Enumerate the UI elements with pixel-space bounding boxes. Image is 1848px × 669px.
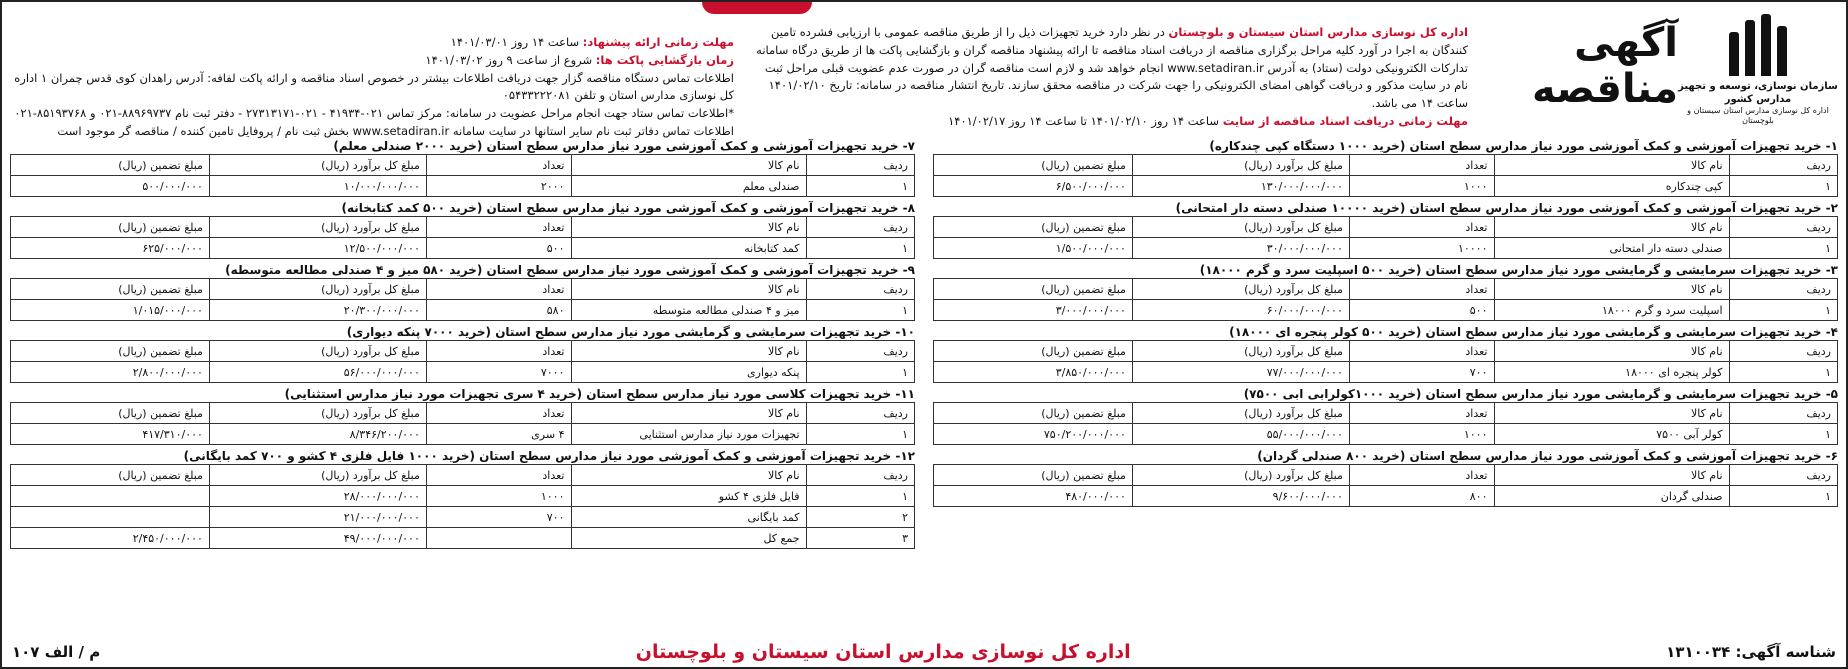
cell-gua [11,507,210,528]
cell-gua: ۶۲۵/۰۰۰/۰۰۰ [11,238,210,259]
table-row [934,238,1838,259]
cell-qty: ۱۰۰۰۰ [1349,238,1494,259]
cell-name: اسپلیت سرد و گرم ۱۸۰۰۰ [1494,300,1729,321]
column-header-name: نام کالا [571,217,806,238]
cell-idx: ۳ [806,528,914,549]
cell-name: میز و ۴ صندلی مطالعه متوسطه [571,300,806,321]
column-header-qty: تعداد [1349,217,1494,238]
table-row [934,176,1838,197]
cell-name: صندلی دسته دار امتحانی [1494,238,1729,259]
logo-block [1678,6,1838,127]
column-header-name: نام کالا [1494,465,1729,486]
cell-idx: ۱ [1729,176,1837,197]
column-header-gua: مبلغ تضمین (ریال) [11,279,210,300]
cell-idx: ۱ [806,362,914,383]
table-header-row [934,341,1838,362]
tender-section [10,386,915,445]
logo-org-name: سازمان نوسازی، توسعه و تجهیز مدارس کشور [1678,81,1838,105]
section-title: ۱۰- خرید تجهیزات سرمایشی و گرمایشی مورد نیاز مدارس سطح استان (خرید ۷۰۰۰ پنکه دیواری) [346,325,915,339]
column-header-est: مبلغ کل برآورد (ریال) [1132,403,1349,424]
column-header-name: نام کالا [1494,155,1729,176]
table-row [11,528,915,549]
items-table [933,340,1838,383]
cell-est: ۱۰/۰۰۰/۰۰۰/۰۰۰ [209,176,426,197]
contact-info-3: اطلاعات تماس دفاتر ثبت نام سایر استانها در سایت سامانه www.setadiran.ir بخش ثبت نام / پروفایل تامین کننده / مناقصه گر موجود است [57,124,734,139]
table-row [934,424,1838,445]
ad-serial-number: شناسه آگهی: ۱۳۱۰۰۳۴ [1666,643,1836,661]
tender-section [10,448,915,549]
column-header-name: نام کالا [1494,217,1729,238]
table-row [934,362,1838,383]
column-header-gua: مبلغ تضمین (ریال) [11,341,210,362]
items-table [933,278,1838,321]
ad-title-block [1468,6,1678,126]
column-header-qty: تعداد [426,465,571,486]
top-red-band [702,2,812,14]
opening-label: زمان بازگشایی پاکت ها: [595,52,734,67]
tender-section [10,200,915,259]
table-header-row [934,279,1838,300]
cell-qty: ۷۰۰۰ [426,362,571,383]
cell-gua: ۲/۸۰۰/۰۰۰/۰۰۰ [11,362,210,383]
table-row [11,362,915,383]
cell-idx: ۱ [1729,362,1837,383]
section-title: ۱۱- خرید تجهیزات کلاسی مورد نیاز مدارس سطح استان (خرید ۴ سری تجهیزات مورد نیاز مدارس استثنایی) [284,387,915,401]
table-header-row [11,279,915,300]
column-header-est: مبلغ کل برآورد (ریال) [209,341,426,362]
items-table [10,340,915,383]
column-header-gua: مبلغ تضمین (ریال) [11,403,210,424]
ad-code: م / الف ۱۰۷ [12,643,101,661]
cell-est: ۱۳۰/۰۰۰/۰۰۰/۰۰۰ [1132,176,1349,197]
intro-text: در نظر دارد خرید تجهیزات ذیل را از طریق مناقصه عمومی با ارزیابی فشرده تامین کنندگان به اجرا در آورد کلیه مراحل برگزاری مناقصه از دریافت اسناد مناقصه تا ارائه پیشنهاد مناقصه گران و بازگشایی پاکت ها از طریق درگاه سامانه تدارکات الکترونیکی دولت (ستاد) به آدرس www.setadiran.ir انجام خواهد شد و لازم است مناقصه گران در صورت عدم عضویت قبلی مراحل ثبت نام در سایت مذکور و دریافت گواهی امضای الکترونیکی را جهت شرکت در مناقصه محقق سازند. تاریخ انتشار مناقصه در سامانه: تاریخ ۱۴۰۱/۰۲/۱۰ ساعت ۱۴ می باشد. [756,25,1468,111]
column-header-idx: ردیف [806,341,914,362]
doc-deadline-label: مهلت زمانی دریافت اسناد مناقصه از سایت [1222,114,1468,129]
tender-section [933,386,1838,445]
column-header-qty: تعداد [426,279,571,300]
ad-footer [12,639,1836,665]
table-header-row [11,341,915,362]
section-title: ۸- خرید تجهیزات آموزشی و کمک آموزشی مورد نیاز مدارس سطح استان (خرید ۵۰۰ کمد کتابخانه) [341,201,915,215]
column-header-idx: ردیف [1729,279,1837,300]
table-header-row [934,465,1838,486]
column-header-name: نام کالا [1494,279,1729,300]
column-header-qty: تعداد [426,403,571,424]
cell-name: کولر آبی ۷۵۰۰ [1494,424,1729,445]
cell-est: ۲۰/۳۰۰/۰۰۰/۰۰۰ [209,300,426,321]
column-header-idx: ردیف [1729,341,1837,362]
cell-qty [426,528,571,549]
ad-title: آگهی مناقصه [1532,20,1678,112]
cell-idx: ۱ [806,176,914,197]
cell-idx: ۲ [806,507,914,528]
cell-est: ۳۰/۰۰۰/۰۰۰/۰۰۰ [1132,238,1349,259]
section-title: ۵- خرید تجهیزات سرمایشی و گرمایشی مورد نیاز مدارس سطح استان (خرید ۱۰۰۰کولرابی ابی ۷۵۰۰) [1243,387,1838,401]
column-header-name: نام کالا [1494,341,1729,362]
table-row [934,486,1838,507]
cell-est: ۵۶/۰۰۰/۰۰۰/۰۰۰ [209,362,426,383]
cell-name: کمد بایگانی [571,507,806,528]
cell-qty: ۱۰۰۰ [1349,176,1494,197]
cell-qty: ۵۰۰ [1349,300,1494,321]
cell-idx: ۱ [806,238,914,259]
doc-deadline-value: ساعت ۱۴ روز ۱۴۰۱/۰۲/۱۰ تا ساعت ۱۴ روز ۱۴۰۱/۰۲/۱۷ [948,114,1220,129]
organization-logo-icon [1723,12,1793,76]
cell-name: جمع کل [571,528,806,549]
cell-gua: ۴۱۷/۳۱۰/۰۰۰ [11,424,210,445]
table-row [934,300,1838,321]
column-header-est: مبلغ کل برآورد (ریال) [209,155,426,176]
cell-gua [11,486,210,507]
column-header-gua: مبلغ تضمین (ریال) [934,279,1133,300]
cell-name: کمد کتابخانه [571,238,806,259]
cell-idx: ۱ [806,300,914,321]
sections-column-right [933,138,1838,608]
column-header-name: نام کالا [571,341,806,362]
section-title: ۱۲- خرید تجهیزات آموزشی و کمک آموزشی مورد نیاز مدارس سطح استان (خرید ۱۰۰۰ فایل فلزی ۴ کشو و ۷۰۰ کمد بایگانی) [183,449,915,463]
cell-idx: ۱ [1729,424,1837,445]
column-header-gua: مبلغ تضمین (ریال) [11,217,210,238]
items-table [933,464,1838,507]
column-header-est: مبلغ کل برآورد (ریال) [1132,465,1349,486]
column-header-idx: ردیف [1729,403,1837,424]
cell-est: ۶۰/۰۰۰/۰۰۰/۰۰۰ [1132,300,1349,321]
column-header-est: مبلغ کل برآورد (ریال) [1132,217,1349,238]
items-table [10,464,915,549]
tender-section [933,138,1838,197]
cell-qty: ۲۰۰۰ [426,176,571,197]
column-header-idx: ردیف [1729,465,1837,486]
column-header-qty: تعداد [1349,155,1494,176]
cell-gua: ۶/۵۰۰/۰۰۰/۰۰۰ [934,176,1133,197]
table-row [11,424,915,445]
deadlines-contact-block [10,6,748,141]
column-header-idx: ردیف [806,465,914,486]
table-header-row [11,217,915,238]
table-row [11,176,915,197]
table-row [11,507,915,528]
column-header-gua: مبلغ تضمین (ریال) [934,465,1133,486]
tender-section [933,200,1838,259]
cell-est: ۷۷/۰۰۰/۰۰۰/۰۰۰ [1132,362,1349,383]
cell-qty: ۸۰۰ [1349,486,1494,507]
column-header-idx: ردیف [806,217,914,238]
column-header-qty: تعداد [1349,465,1494,486]
cell-est: ۲۱/۰۰۰/۰۰۰/۰۰۰ [209,507,426,528]
tender-section [933,448,1838,507]
tender-section [10,324,915,383]
cell-name: کپی چندکاره [1494,176,1729,197]
table-header-row [934,155,1838,176]
cell-est: ۸/۳۴۶/۲۰۰/۰۰۰ [209,424,426,445]
contact-info-2: *اطلاعات تماس ستاد جهت انجام مراحل عضویت در سامانه: مرکز تماس ۰۲۱-۴۱۹۳۴ - ۰۲۱-۲۷۳۱۳۱۷۱ - دفتر ثبت نام ۸۸۹۶۹۷۳۷-۰۲۱ و ۸۵۱۹۳۷۶۸-۰۲۱ [14,106,734,121]
cell-qty: ۵۸۰ [426,300,571,321]
column-header-name: نام کالا [571,403,806,424]
cell-gua: ۵۰۰/۰۰۰/۰۰۰ [11,176,210,197]
column-header-qty: تعداد [1349,403,1494,424]
column-header-idx: ردیف [1729,155,1837,176]
cell-idx: ۱ [806,486,914,507]
offer-deadline-value: ساعت ۱۴ روز ۱۴۰۱/۰۳/۰۱ [450,35,580,49]
cell-gua: ۱/۵۰۰/۰۰۰/۰۰۰ [934,238,1133,259]
column-header-est: مبلغ کل برآورد (ریال) [1132,341,1349,362]
cell-gua: ۴۸۰/۰۰۰/۰۰۰ [934,486,1133,507]
column-header-gua: مبلغ تضمین (ریال) [934,403,1133,424]
cell-gua: ۳/۰۰۰/۰۰۰/۰۰۰ [934,300,1133,321]
cell-qty: ۵۰۰ [426,238,571,259]
column-header-gua: مبلغ تضمین (ریال) [934,155,1133,176]
table-header-row [11,465,915,486]
table-row [11,238,915,259]
column-header-gua: مبلغ تضمین (ریال) [934,341,1133,362]
footer-org-name: اداره کل نوسازی مدارس استان سیستان و بلوچستان [635,641,1131,663]
cell-qty: ۴ سری [426,424,571,445]
cell-name: کولر پنجره ای ۱۸۰۰۰ [1494,362,1729,383]
column-header-est: مبلغ کل برآورد (ریال) [209,217,426,238]
table-row [11,300,915,321]
cell-gua: ۷۵۰/۲۰۰/۰۰۰/۰۰۰ [934,424,1133,445]
cell-est: ۱۲/۵۰۰/۰۰۰/۰۰۰ [209,238,426,259]
column-header-qty: تعداد [426,155,571,176]
column-header-qty: تعداد [1349,279,1494,300]
items-table [10,154,915,197]
cell-gua: ۱/۰۱۵/۰۰۰/۰۰۰ [11,300,210,321]
cell-est: ۲۸/۰۰۰/۰۰۰/۰۰۰ [209,486,426,507]
cell-idx: ۱ [806,424,914,445]
cell-est: ۹/۶۰۰/۰۰۰/۰۰۰ [1132,486,1349,507]
cell-idx: ۱ [1729,486,1837,507]
column-header-est: مبلغ کل برآورد (ریال) [1132,155,1349,176]
column-header-qty: تعداد [1349,341,1494,362]
table-header-row [934,217,1838,238]
items-table [933,402,1838,445]
cell-name: صندلی معلم [571,176,806,197]
tender-section [10,138,915,197]
contact-info-1: اطلاعات تماس دستگاه مناقصه گزار جهت دریافت اطلاعات بیشتر در خصوص اسناد مناقصه و ارائه پاکت لفافه: آدرس راهدان کوی قدس چمران ۱ اداره کل نوسازی مدارس استان و تلفن ۰۵۴۳۳۲۲۲۰۸۱ [14,70,734,103]
intro-paragraph [748,6,1468,131]
section-title: ۹- خرید تجهیزات آموزشی و کمک آموزشی مورد نیاز مدارس سطح استان (خرید ۵۸۰ میز و ۴ صندلی مطالعه متوسطه) [225,263,915,277]
tender-sections [10,138,1838,608]
column-header-idx: ردیف [806,279,914,300]
cell-qty: ۷۰۰ [1349,362,1494,383]
column-header-idx: ردیف [806,403,914,424]
column-header-qty: تعداد [426,341,571,362]
section-title: ۷- خرید تجهیزات آموزشی و کمک آموزشی مورد نیاز مدارس سطح استان (خرید ۲۰۰۰ صندلی معلم) [333,139,915,153]
column-header-idx: ردیف [1729,217,1837,238]
column-header-name: نام کالا [571,465,806,486]
column-header-name: نام کالا [1494,403,1729,424]
cell-qty: ۱۰۰۰ [1349,424,1494,445]
table-row [11,486,915,507]
section-title: ۴- خرید تجهیزات سرمایشی و گرمایشی مورد نیاز مدارس سطح استان (خرید ۵۰۰ کولر پنجره ای ۱۸۰۰۰) [1229,325,1838,339]
cell-name: صندلی گردان [1494,486,1729,507]
column-header-name: نام کالا [571,279,806,300]
ad-header [10,6,1838,138]
tender-section [933,262,1838,321]
column-header-qty: تعداد [426,217,571,238]
logo-sub-org: اداره کل نوسازی مدارس استان سیستان و بلوچستان [1687,106,1829,126]
cell-idx: ۱ [1729,300,1837,321]
table-header-row [11,155,915,176]
items-table [10,402,915,445]
column-header-est: مبلغ کل برآورد (ریال) [209,279,426,300]
cell-est: ۴۹/۰۰۰/۰۰۰/۰۰۰ [209,528,426,549]
intro-org: اداره کل نوسازی مدارس استان سیستان و بلوچستان [1168,25,1468,39]
tender-section [10,262,915,321]
cell-gua: ۲/۴۵۰/۰۰۰/۰۰۰ [11,528,210,549]
column-header-gua: مبلغ تضمین (ریال) [11,465,210,486]
items-table [10,216,915,259]
cell-name: پنکه دیواری [571,362,806,383]
column-header-est: مبلغ کل برآورد (ریال) [209,465,426,486]
section-title: ۳- خرید تجهیزات سرمایشی و گرمایشی مورد نیاز مدارس سطح استان (خرید ۵۰۰ اسپلیت سرد و گرم ۱۸۰۰۰) [1199,263,1838,277]
cell-gua: ۳/۸۵۰/۰۰۰/۰۰۰ [934,362,1133,383]
table-header-row [11,403,915,424]
items-table [10,278,915,321]
offer-deadline-label: مهلت زمانی ارائه پیشنهاد: [582,35,734,49]
cell-est: ۵۵/۰۰۰/۰۰۰/۰۰۰ [1132,424,1349,445]
tender-section [933,324,1838,383]
items-table [933,154,1838,197]
opening-value: شروع از ساعت ۹ روز ۱۴۰۱/۰۳/۰۲ [425,52,593,67]
cell-qty: ۱۰۰۰ [426,486,571,507]
column-header-idx: ردیف [806,155,914,176]
column-header-name: نام کالا [571,155,806,176]
section-title: ۱- خرید تجهیزات آموزشی و کمک آموزشی مورد نیاز مدارس سطح استان (خرید ۱۰۰۰ دستگاه کپی چندکاره) [1209,139,1838,153]
column-header-est: مبلغ کل برآورد (ریال) [209,403,426,424]
section-title: ۶- خرید تجهیزات آموزشی و کمک آموزشی مورد نیاز مدارس سطح استان (خرید ۸۰۰ صندلی گردان) [1257,449,1838,463]
column-header-gua: مبلغ تضمین (ریال) [11,155,210,176]
cell-qty: ۷۰۰ [426,507,571,528]
table-header-row [934,403,1838,424]
cell-name: تجهیزات مورد نیاز مدارس استثنایی [571,424,806,445]
items-table [933,216,1838,259]
column-header-est: مبلغ کل برآورد (ریال) [1132,279,1349,300]
cell-idx: ۱ [1729,238,1837,259]
sections-column-left [10,138,915,608]
cell-name: فایل فلزی ۴ کشو [571,486,806,507]
column-header-gua: مبلغ تضمین (ریال) [934,217,1133,238]
section-title: ۲- خرید تجهیزات آموزشی و کمک آموزشی مورد نیاز مدارس سطح استان (خرید ۱۰۰۰۰ صندلی دسته دار امتحانی) [1175,201,1838,215]
